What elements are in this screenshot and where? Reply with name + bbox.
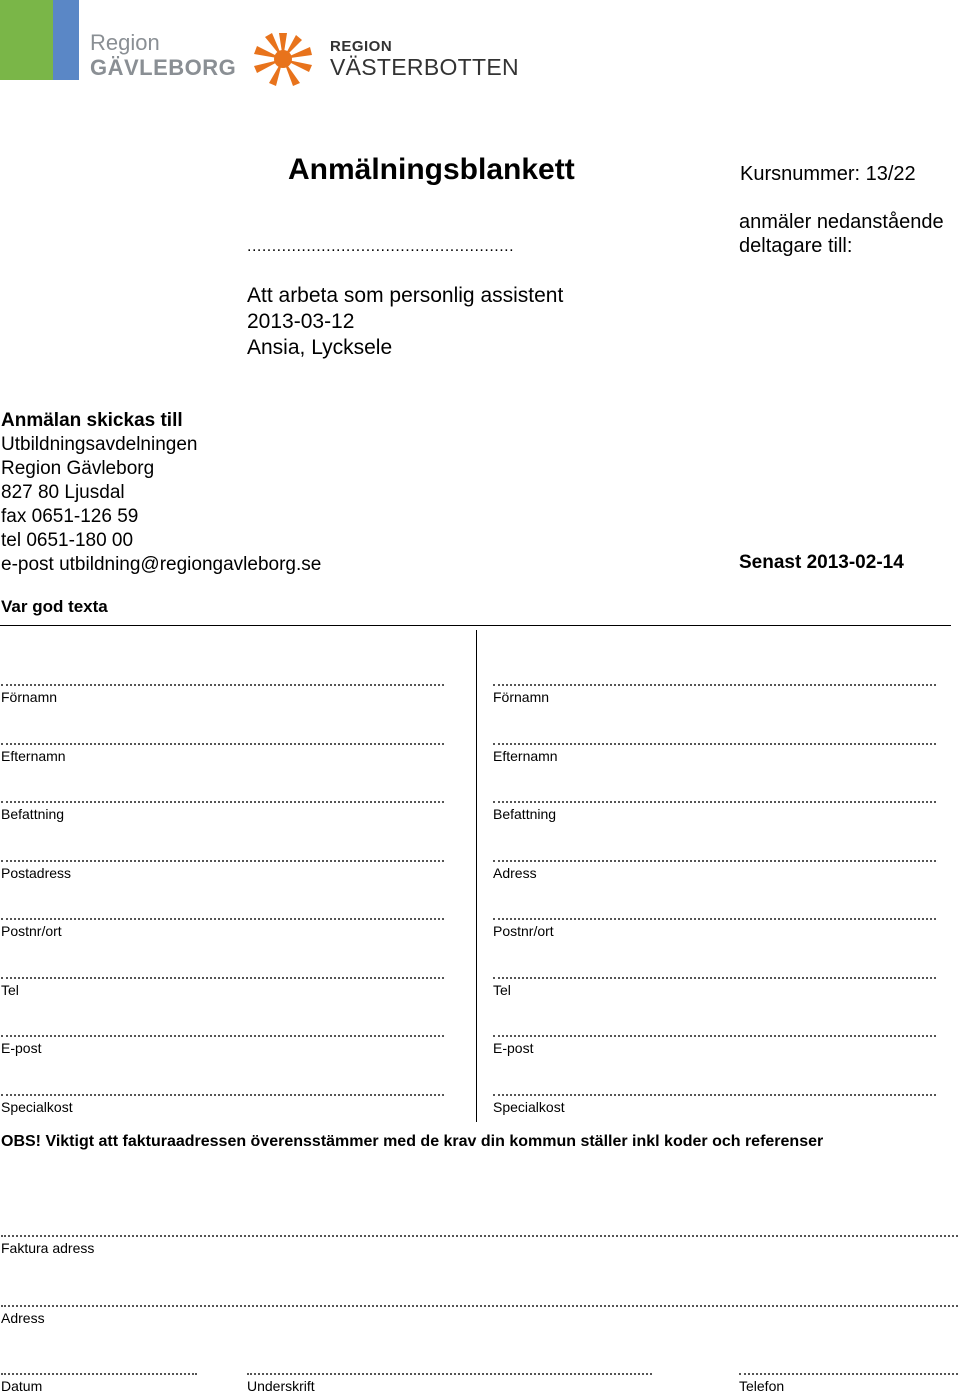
field-last-name-left[interactable] [1,737,444,745]
field-last-name-right[interactable] [493,737,936,745]
field-phone-right[interactable] [493,971,936,979]
organisation-blank[interactable]: ...................................................... [247,238,515,255]
field-email-left[interactable] [1,1029,444,1037]
logo-green-block [0,0,53,80]
invoice-notice: OBS! Viktigt att fakturaadressen överensstämmer med de krav din kommun ställer inkl koder och referenser [1,1133,824,1150]
field-label: Förnamn [493,689,550,705]
field-label: Efternamn [493,748,558,764]
field-label: Efternamn [1,748,66,764]
send-to-line: Region Gävleborg [1,458,155,479]
field-first-name-left[interactable] [1,678,444,686]
logo-gavleborg-text [90,30,236,80]
send-to-line: Utbildningsavdelningen [1,434,198,455]
course-location: Ansia, Lycksele [247,336,393,359]
field-label: Postadress [1,865,72,881]
field-label: E-post [493,1040,534,1056]
field-zip-city-right[interactable] [493,912,936,920]
field-email-right[interactable] [493,1029,936,1037]
logo-blue-block [53,0,79,80]
field-label: Telefon [739,1378,785,1394]
field-first-name-right[interactable] [493,678,936,686]
field-postal-address-left[interactable] [1,854,444,862]
field-invoice-address[interactable] [1,1229,958,1237]
field-label: Adress [493,865,537,881]
logo-gavleborg-line2: GÄVLEBORG [90,55,237,80]
field-label: Tel [1,982,19,998]
logo-vasterbotten-line1: REGION [330,38,393,55]
field-label: Tel [493,982,511,998]
field-label: Befattning [493,806,557,822]
page-title: Anmälningsblankett [288,153,575,186]
field-address[interactable] [1,1299,958,1307]
field-label: Befattning [1,806,65,822]
send-to-heading: Anmälan skickas till [1,410,183,431]
course-number: Kursnummer: 13/22 [740,163,916,185]
form-instruction: Var god texta [1,597,108,616]
field-position-right[interactable] [493,795,936,803]
send-to-email: e-post utbildning@regiongavleborg.se [1,554,322,575]
field-label: Förnamn [1,689,58,705]
field-signature[interactable] [247,1367,652,1375]
send-to-line: 827 80 Ljusdal [1,482,125,503]
field-label: Faktura adress [1,1240,95,1256]
logo-vasterbotten-line2: VÄSTERBOTTEN [330,54,519,80]
field-label: E-post [1,1040,42,1056]
field-label: Datum [1,1378,43,1394]
field-label: Postnr/ort [1,923,62,939]
field-label: Underskrift [247,1378,315,1394]
divider-horizontal [0,625,951,626]
course-name: Att arbeta som personlig assistent [247,284,564,307]
field-address-right[interactable] [493,854,936,862]
registers-text-line2: deltagare till: [739,235,853,257]
registers-text-line1: anmäler nedanstående [739,211,944,233]
field-date[interactable] [1,1367,197,1375]
field-zip-city-left[interactable] [1,912,444,920]
deadline: Senast 2013-02-14 [739,552,904,573]
field-special-diet-right[interactable] [493,1088,936,1096]
field-label: Adress [1,1310,45,1326]
logo-gavleborg-line1: Region [90,30,160,55]
sun-logo-icon [252,31,314,87]
field-phone[interactable] [739,1367,958,1375]
field-label: Specialkost [493,1099,565,1115]
field-label: Postnr/ort [493,923,554,939]
field-label: Specialkost [1,1099,73,1115]
course-date: 2013-03-12 [247,310,355,333]
send-to-line: fax 0651-126 59 [1,506,139,527]
field-phone-left[interactable] [1,971,444,979]
send-to-line: tel 0651-180 00 [1,530,134,551]
divider-vertical [476,630,477,1122]
field-position-left[interactable] [1,795,444,803]
field-special-diet-left[interactable] [1,1088,444,1096]
